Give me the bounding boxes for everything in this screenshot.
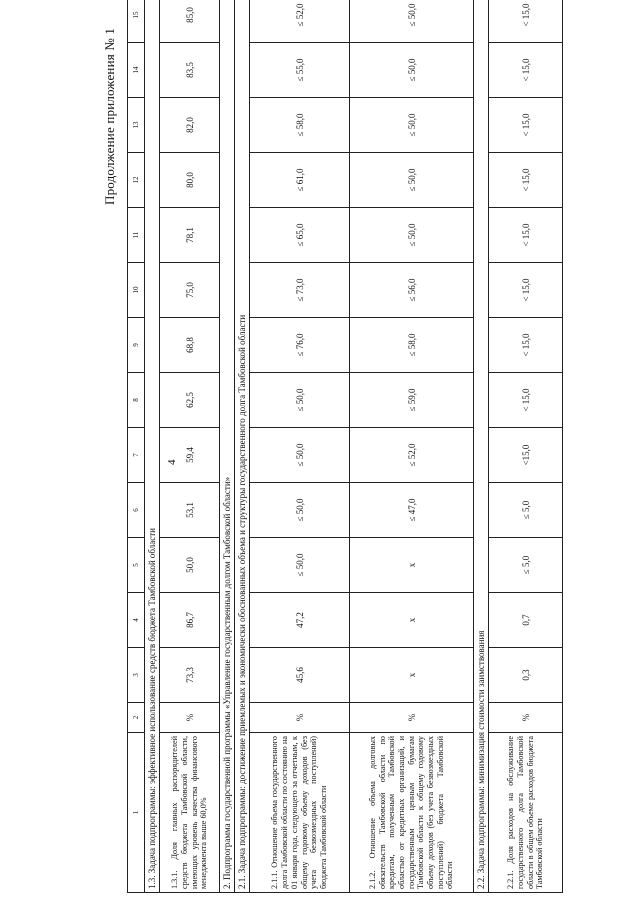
section-title: 2.2. Задача подпрограммы: минимизация стоимости заимствования [474,0,489,893]
indicator-value: 80,0 [160,153,220,208]
indicator-value: ≤ 56,0 [350,263,474,318]
indicator-value: 85,0 [160,0,220,43]
section-row [220,0,235,893]
indicator-value: ≤ 50,0 [250,538,350,593]
indicator-value: x [350,593,474,648]
indicator-value: 83,5 [160,43,220,98]
indicator-value: 0,3 [489,648,563,703]
indicator-unit: % [489,703,563,733]
column-number: 9 [128,318,145,373]
indicator-value: ≤ 50,0 [250,428,350,483]
section-row [474,0,489,893]
indicator-value: < 15,0 [489,208,563,263]
indicator-value: ≤ 50,0 [350,208,474,263]
indicator-value: 73,3 [160,648,220,703]
column-number: 8 [128,373,145,428]
indicator-value: 50,0 [160,538,220,593]
continuation-title: Продолжение приложения № 1 [102,27,117,205]
indicator-value: 45,6 [250,648,350,703]
indicator-value: ≤ 52,0 [250,0,350,43]
indicator-value: ≤ 50,0 [250,483,350,538]
column-number: 4 [128,593,145,648]
indicator-value: 78,1 [160,208,220,263]
indicator-value: 82,0 [160,98,220,153]
table-row [160,0,220,893]
column-number-row [128,0,145,893]
indicator-value: 47,2 [250,593,350,648]
column-number: 11 [128,208,145,263]
indicator-value: ≤ 50,0 [350,0,474,43]
indicator-unit: % [250,703,350,733]
indicator-value: ≤ 73,0 [250,263,350,318]
indicator-value: ≤ 47,0 [350,483,474,538]
indicator-value: 0,7 [489,593,563,648]
indicator-value: ≤ 58,0 [350,318,474,373]
table-row [350,0,474,893]
indicator-value: ≤ 50,0 [350,98,474,153]
indicator-value: ≤ 76,0 [250,318,350,373]
indicator-value: x [350,538,474,593]
indicator-value: ≤ 5,0 [489,538,563,593]
indicator-name: 1.3.1. Доля главных распорядителей средств бюджета Тамбовской области, имеющих уровень качества финансового менеджмента выше 60,0% [160,733,220,893]
column-number: 15 [128,0,145,43]
indicator-value: < 15,0 [489,43,563,98]
indicator-unit: % [160,703,220,733]
indicator-value: ≤ 50,0 [250,373,350,428]
indicator-value: 75,0 [160,263,220,318]
column-number: 3 [128,648,145,703]
table-body [145,0,563,893]
section-row [145,0,160,893]
indicator-value: ≤ 61,0 [250,153,350,208]
column-number: 12 [128,153,145,208]
indicator-value: x [350,648,474,703]
section-title: 2. Подпрограмма государственной программы «Управление государственным долгом Тамбовской области» [220,0,235,893]
indicator-value: ≤ 52,0 [350,428,474,483]
indicator-value: 53,1 [160,483,220,538]
column-number: 13 [128,98,145,153]
column-number: 2 [128,703,145,733]
indicator-value: ≤ 58,0 [250,98,350,153]
indicator-value: 86,7 [160,593,220,648]
indicator-value: ≤ 65,0 [250,208,350,263]
indicator-value: < 15,0 [489,318,563,373]
indicator-name: 2.1.1. Отношение объема государственного долга Тамбовской области по состоянию на 01 января года, следующего за отчетным, к общему годовому объему доходов (без учета безвозмездных поступлений) бюджета Тамбовской области [250,733,350,893]
section-title: 2.1. Задача подпрограммы: достижение приемлемых и экономически обоснованных объема и структуры государственного долга Тамбовской области [235,0,250,893]
indicator-value: ≤ 59,0 [350,373,474,428]
indicator-value: ≤ 55,0 [250,43,350,98]
indicator-value: 68,8 [160,318,220,373]
indicator-value: 62,5 [160,373,220,428]
column-number: 6 [128,483,145,538]
section-row [235,0,250,893]
indicator-value: < 15,0 [489,263,563,318]
indicator-value: ≤ 50,0 [350,43,474,98]
indicator-value: ≤ 50,0 [350,153,474,208]
indicators-table [127,0,563,893]
column-number: 1 [128,733,145,893]
indicator-value: < 15,0 [489,98,563,153]
table-row [489,0,563,893]
indicator-value: < 15,0 [489,0,563,43]
column-number: 14 [128,43,145,98]
indicator-name: 2.2.1. Доля расходов на обслуживание государственного долга Тамбовской области в общем объеме расходов бюджета Тамбовской области [489,733,563,893]
indicator-value: 59,4 [160,428,220,483]
indicator-value: < 15,0 [489,373,563,428]
column-number: 5 [128,538,145,593]
indicator-value: < 15,0 [489,153,563,208]
indicator-value: <15,0 [489,428,563,483]
indicator-name: 2.1.2. Отношение объема долговых обязательств Тамбовской области по кредитам, полученным Тамбовской областью от кредитных организаций, и государственным ценным бумагам Тамбовской области к общему годовому объему доходов (без учета безвозмездных поступлений) бюджета Тамбовской области [350,733,474,893]
column-number: 10 [128,263,145,318]
page-number: 4 [166,459,178,465]
indicator-unit: % [350,703,474,733]
table-row [250,0,350,893]
indicator-value: ≤ 5,0 [489,483,563,538]
section-title: 1.3. Задача подпрограммы: эффективное использование средств бюджета Тамбовской области [145,0,160,893]
column-number: 7 [128,428,145,483]
